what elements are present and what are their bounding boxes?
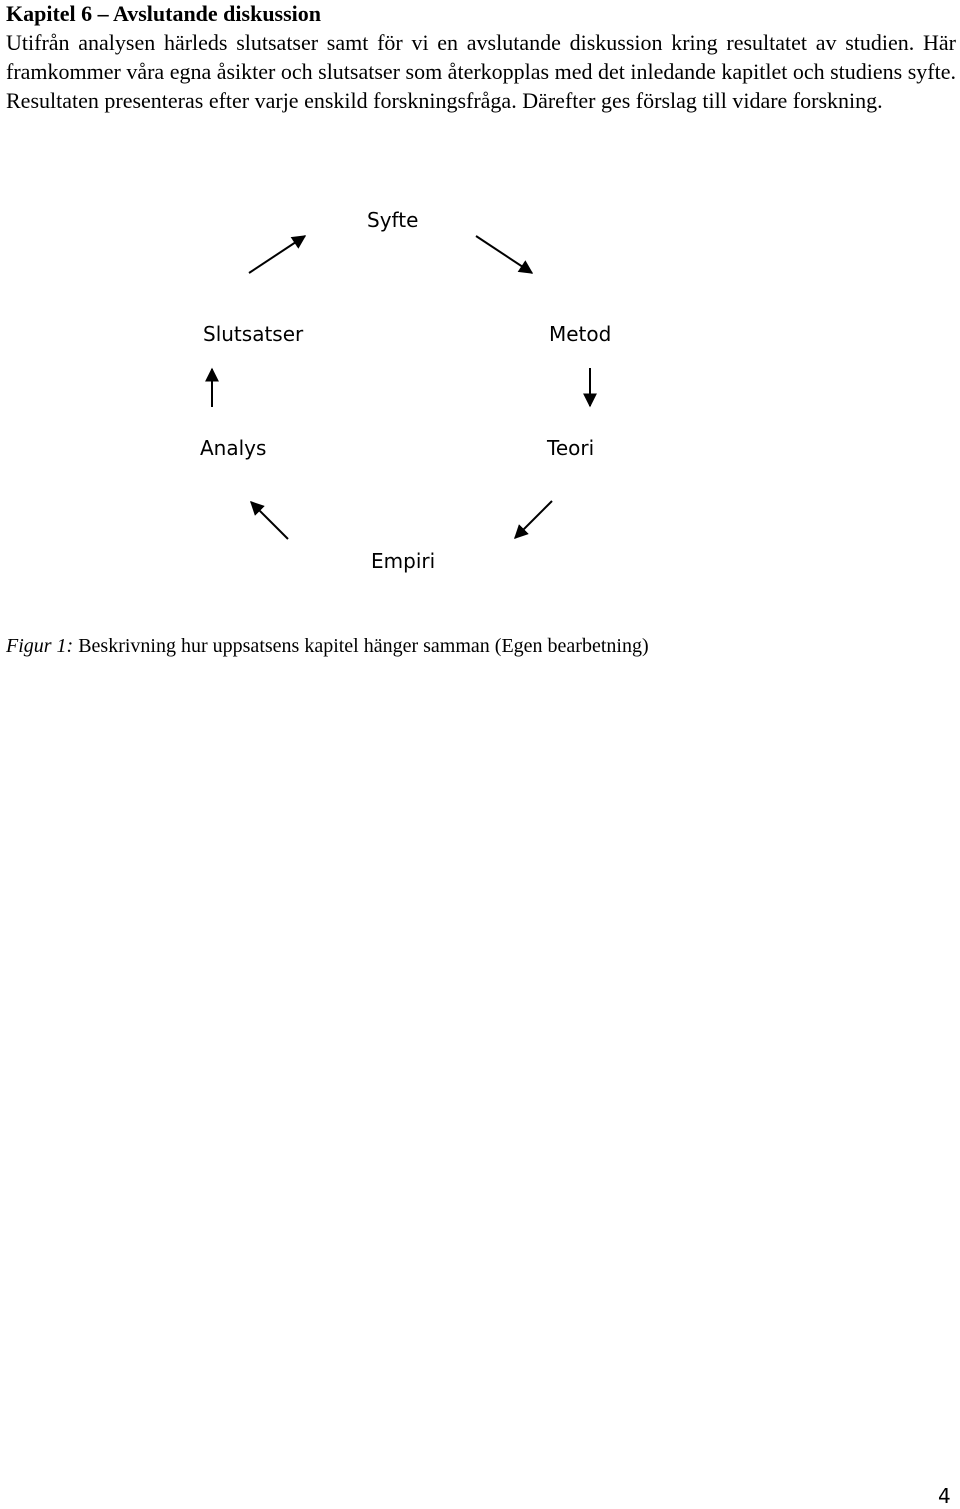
arrow-teori-to-empiri bbox=[515, 501, 552, 538]
figure-caption-text: Beskrivning hur uppsatsens kapitel hänger samman (Egen bearbetning) bbox=[73, 635, 649, 657]
node-metod: Metod bbox=[549, 322, 612, 346]
node-empiri: Empiri bbox=[371, 549, 436, 573]
chapter-cycle-diagram bbox=[0, 150, 960, 600]
intro-paragraph: Utifrån analysen härleds slutsatser samt för vi en avslutande diskussion kring resultatet av studien. Här framkommer våra egna åsikter och slutsatser som återkopplas med det inledande kapitlet och studiens syfte. Resultaten presenteras efter varje enskild forskningsfråga. Därefter ges förslag till vidare forskning. bbox=[6, 30, 956, 113]
arrow-empiri-to-analys bbox=[251, 502, 288, 539]
arrow-slutsatser-to-syfte bbox=[249, 236, 305, 273]
figure-caption bbox=[6, 633, 649, 659]
node-teori: Teori bbox=[547, 436, 595, 460]
node-analys: Analys bbox=[200, 436, 267, 460]
node-syfte: Syfte bbox=[367, 208, 419, 232]
diagram-arrows bbox=[0, 150, 960, 600]
page-number: 4 bbox=[938, 1484, 951, 1508]
node-slutsatser: Slutsatser bbox=[203, 322, 304, 346]
chapter-heading: Kapitel 6 – Avslutande diskussion bbox=[6, 1, 322, 26]
figure-caption-label: Figur 1: bbox=[6, 635, 74, 657]
arrow-syfte-to-metod bbox=[476, 236, 532, 273]
